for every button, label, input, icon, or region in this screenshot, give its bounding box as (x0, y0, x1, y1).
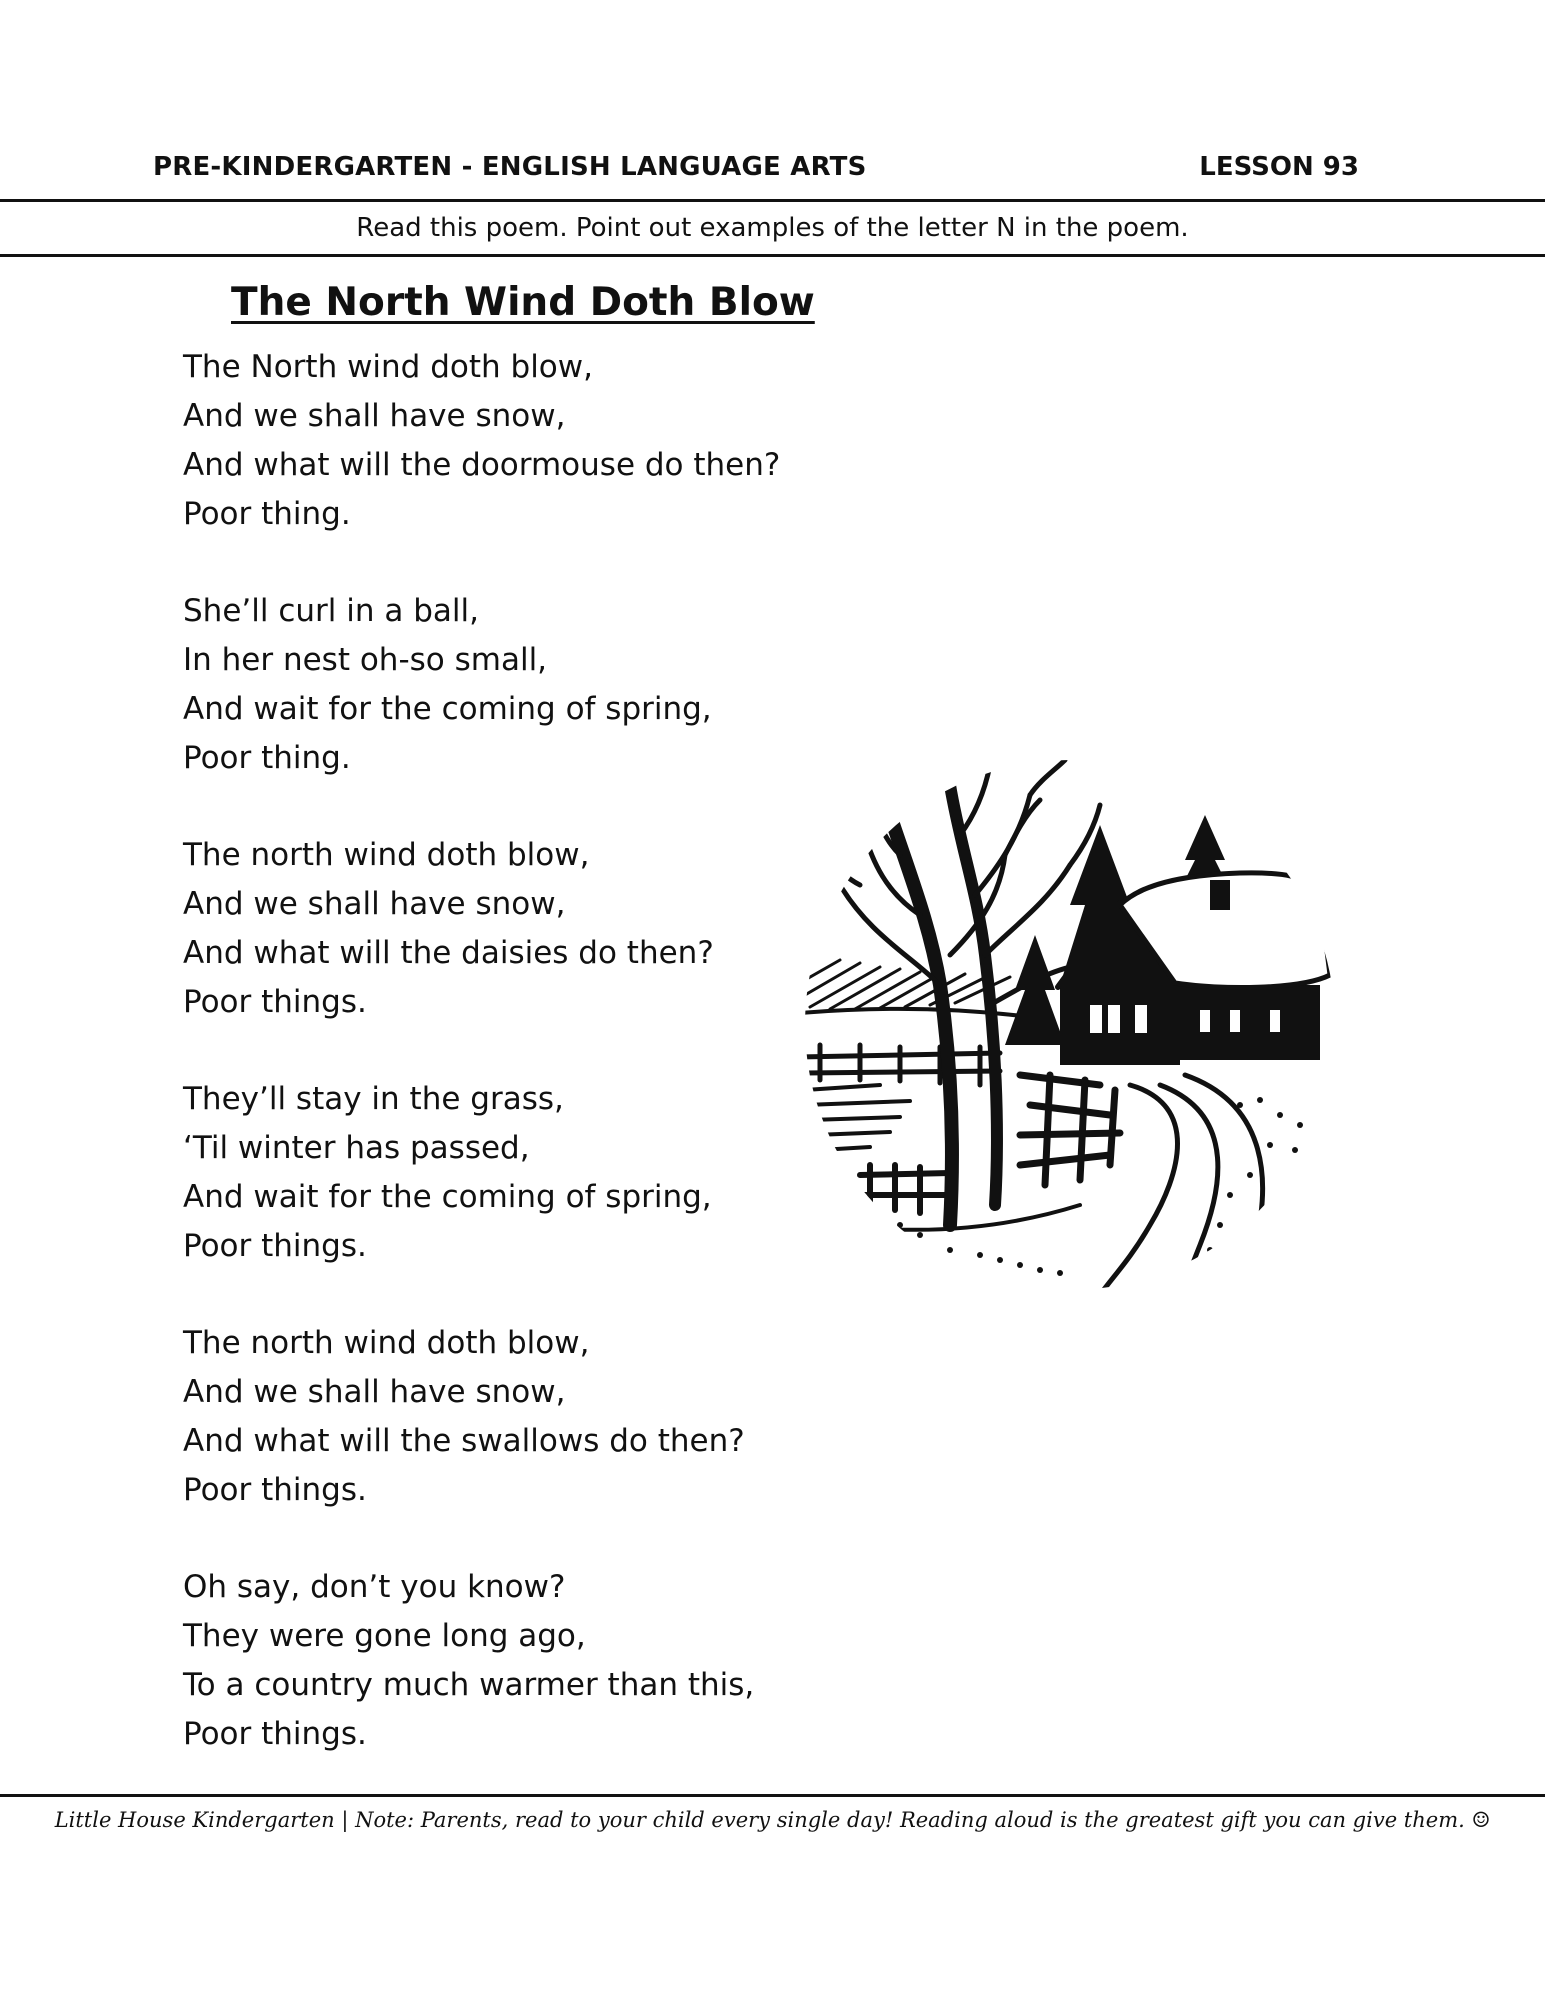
poem-line: And what will the swallows do then? (183, 1423, 745, 1459)
poem-line: Poor thing. (183, 496, 351, 532)
poem-line: And wait for the coming of spring, (183, 1179, 712, 1215)
stanza-2 (183, 587, 712, 783)
poem-line: Poor things. (183, 1716, 367, 1752)
lesson-number: LESSON 93 (1199, 152, 1359, 182)
footer-divider (0, 1794, 1545, 1797)
poem-line: They were gone long ago, (183, 1618, 586, 1654)
poem-line: And what will the daisies do then? (183, 935, 714, 971)
poem-line: Poor thing. (183, 740, 351, 776)
poem-line: And we shall have snow, (183, 1374, 566, 1410)
poem-line: And we shall have snow, (183, 886, 566, 922)
poem-line: They’ll stay in the grass, (183, 1081, 564, 1117)
instruction-text: Read this poem. Point out examples of the letter N in the poem. (356, 213, 1189, 243)
poem-line: The North wind doth blow, (183, 349, 593, 385)
stanza-3 (183, 831, 714, 1027)
header-divider (0, 199, 1545, 202)
poem-title: The North Wind Doth Blow (231, 280, 815, 325)
poem-line: And we shall have snow, (183, 398, 566, 434)
poem-line: Poor things. (183, 1228, 367, 1264)
stanza-1 (183, 343, 780, 539)
instruction-divider (0, 254, 1545, 257)
poem-line: ‘Til winter has passed, (183, 1130, 530, 1166)
poem-line: Poor things. (183, 1472, 367, 1508)
winter-cottage-scene-icon (800, 755, 1340, 1295)
poem-line: And wait for the coming of spring, (183, 691, 712, 727)
poem-line: To a country much warmer than this, (183, 1667, 755, 1703)
poem-line: The north wind doth blow, (183, 837, 590, 873)
poem-line: Oh say, don’t you know? (183, 1569, 566, 1605)
stanza-5 (183, 1319, 745, 1515)
poem-line: The north wind doth blow, (183, 1325, 590, 1361)
poem-line: And what will the doormouse do then? (183, 447, 781, 483)
course-title: PRE-KINDERGARTEN - ENGLISH LANGUAGE ARTS (153, 152, 867, 182)
footer-note: Little House Kindergarten | Note: Parents, read to your child every single day! Reading aloud is the greatest gift you can give them. ☺ (54, 1808, 1491, 1832)
poem-line: She’ll curl in a ball, (183, 593, 479, 629)
stanza-6 (183, 1563, 754, 1759)
stanza-4 (183, 1075, 712, 1271)
poem-line: In her nest oh-so small, (183, 642, 548, 678)
poem-line: Poor things. (183, 984, 367, 1020)
